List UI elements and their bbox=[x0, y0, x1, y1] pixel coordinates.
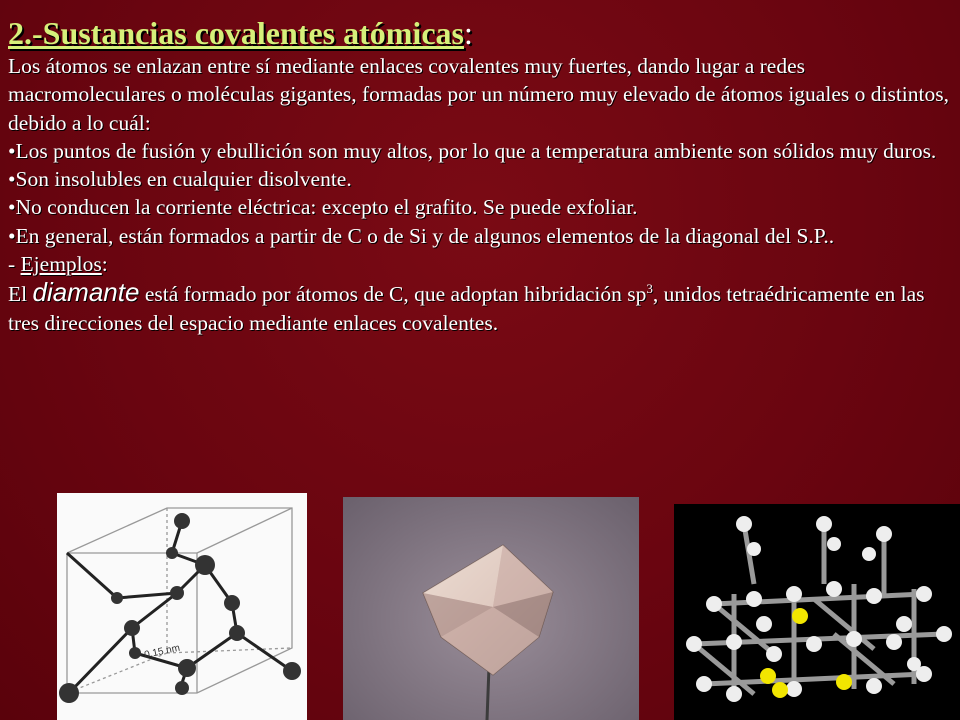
bullet-item: •Son insolubles en cualquier disolvente. bbox=[8, 167, 352, 192]
unit-cell-diagram bbox=[57, 493, 307, 720]
bullet-item: •Los puntos de fusión y ebullición son muy altos, por lo que a temperatura ambiente son sólidos muy duros. bbox=[8, 138, 937, 163]
bond-length-label: 0,15 nm bbox=[143, 642, 181, 661]
intro-paragraph: Los átomos se enlazan entre sí mediante enlaces covalentes muy fuertes, dando lugar a redes macromoleculares o moléculas gigantes, formadas por un número muy elevado de átomos iguales o distintos, debido a lo cuál: bbox=[8, 54, 949, 135]
diamond-mid: está formado por átomos de C, que adoptan hibridación sp bbox=[139, 282, 647, 307]
slide-body bbox=[8, 52, 954, 337]
lattice-drawing bbox=[674, 504, 960, 720]
title-text: 2.-Sustancias covalentes atómicas bbox=[8, 15, 464, 51]
examples-label: Ejemplos bbox=[20, 252, 102, 277]
diamond-pre: El bbox=[8, 282, 33, 307]
diamond-paragraph bbox=[8, 278, 954, 337]
slide-title bbox=[8, 14, 954, 52]
diamond-unit-cell-image bbox=[57, 493, 307, 720]
crystal-drawing bbox=[343, 497, 639, 720]
bullet-item: •En general, están formados a partir de C o de Si y de algunos elementos de la diagonal del S.P.. bbox=[8, 223, 835, 248]
slide-content bbox=[8, 14, 954, 337]
diamond-crystal-photo bbox=[343, 497, 639, 720]
examples-colon: : bbox=[101, 252, 108, 277]
lattice-model-image bbox=[674, 504, 960, 720]
diamond-word: diamante bbox=[32, 277, 140, 308]
examples-heading bbox=[8, 250, 954, 278]
examples-dash: - bbox=[8, 252, 21, 277]
diamond-sup: 3 bbox=[646, 281, 653, 297]
bullet-item: •No conducen la corriente eléctrica: excepto el grafito. Se puede exfoliar. bbox=[8, 195, 638, 220]
diamond-post: , unidos tetraédricamente en las tres direcciones del espacio mediante enlaces covalentes. bbox=[8, 282, 925, 335]
title-colon: : bbox=[463, 15, 473, 51]
